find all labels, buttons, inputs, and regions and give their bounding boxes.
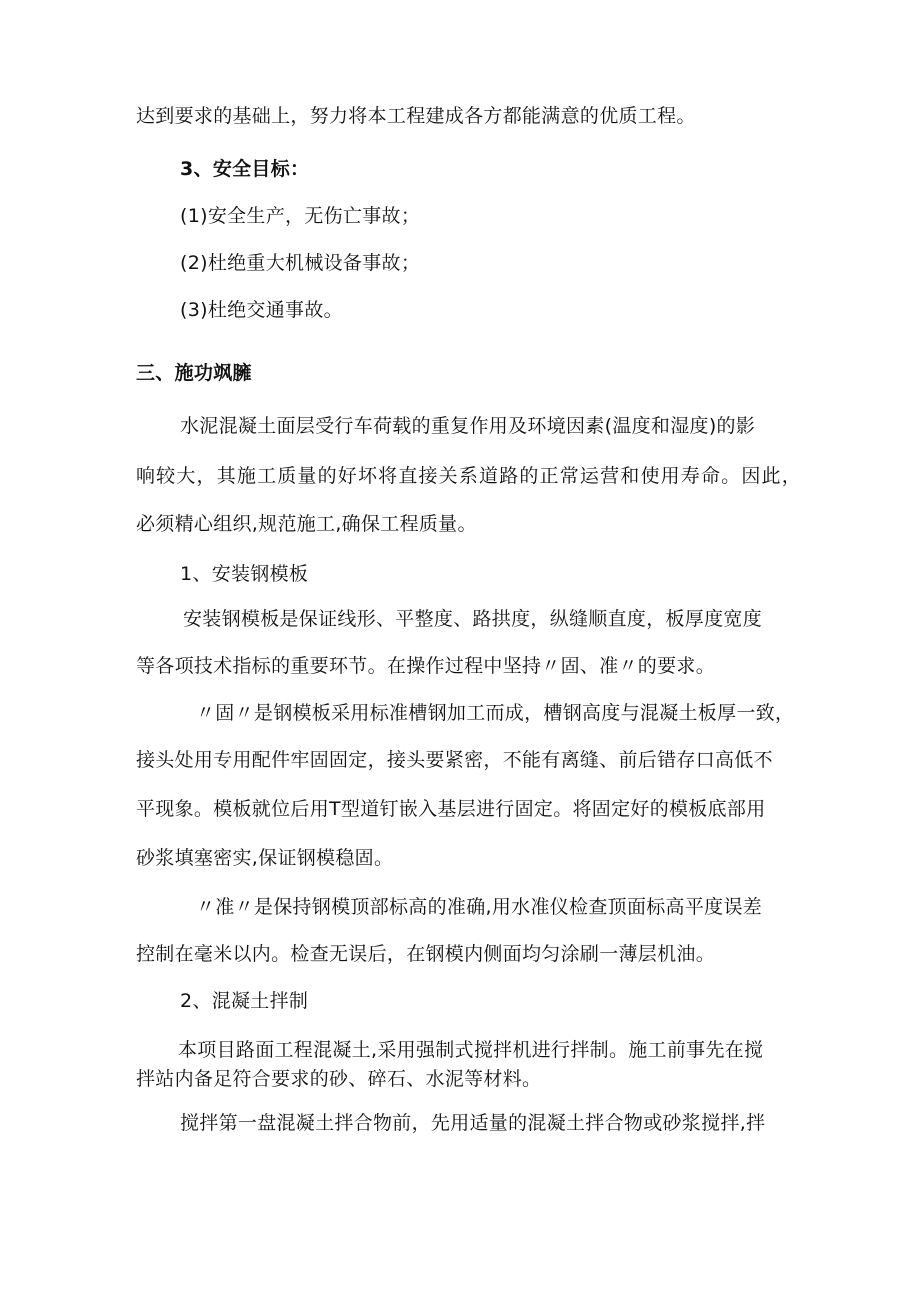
body-text-line: 响较大，其施工质量的好坏将直接关系道路的正常运营和使用寿命。因此， <box>136 465 801 487</box>
list-item: (1)安全生产，无伤亡事故； <box>180 205 421 227</box>
body-text-line: 安装钢模板是保证线形、平整度、路拱度，纵缝顺直度，板厚度宽度 <box>183 608 763 630</box>
body-text-line: 接头处用专用配件牢固固定，接头要紧密，不能有离缝、前后错存口高低不 <box>136 749 773 771</box>
body-text-line: 必须精心组织,规范施工,确保工程质量。 <box>136 513 477 535</box>
subsection-heading-concrete-mixing: 2、混凝土拌制 <box>180 990 309 1012</box>
list-item: (2)杜绝重大机械设备事故； <box>180 252 421 274</box>
body-text-line: 等各项技术指标的重要环节。在操作过程中坚持〃固、准〃的要求。 <box>136 655 716 677</box>
body-text-line: 水泥混凝土面层受行车荷载的重复作用及环境因素(温度和湿度)的影 <box>180 415 756 437</box>
body-text-line: 〃准〃是保持钢模顶部标高的准确,用水准仪检查顶面标高平度误差 <box>196 896 763 918</box>
body-text-line: 本项目路面工程混凝土,采用强制式搅拌机进行拌制。施工前事先在搅 <box>178 1039 764 1061</box>
subsection-heading-steel-formwork: 1、安装钢模板 <box>180 563 309 585</box>
body-text-line: 拌站内备足符合要求的砂、碎石、水泥等材料。 <box>136 1068 542 1090</box>
body-text-line: 平现象。模板就位后用T型道钉嵌入基层进行固定。将固定好的模板底部用 <box>136 798 766 820</box>
body-text-line: 达到要求的基础上，努力将本工程建成各方都能满意的优质工程。 <box>136 105 696 127</box>
body-text-line: 〃固〃是钢模板采用标准槽钢加工而成，槽钢高度与混凝土板厚一致， <box>196 702 795 724</box>
body-text-line: 控制在毫米以内。检查无误后，在钢模内侧面均匀涂刷一薄层机油。 <box>136 943 716 965</box>
body-text-line: 搅拌第一盘混凝土拌合物前，先用适量的混凝土拌合物或砂浆搅拌,拌 <box>180 1112 766 1134</box>
list-item: (3)杜绝交通事故。 <box>180 299 343 321</box>
chapter-heading: 三、施功飒臃 <box>136 362 252 384</box>
body-text-line: 砂浆填塞密实,保证钢模稳固。 <box>136 847 394 869</box>
section-heading-safety-goals: 3、安全目标： <box>180 158 310 180</box>
